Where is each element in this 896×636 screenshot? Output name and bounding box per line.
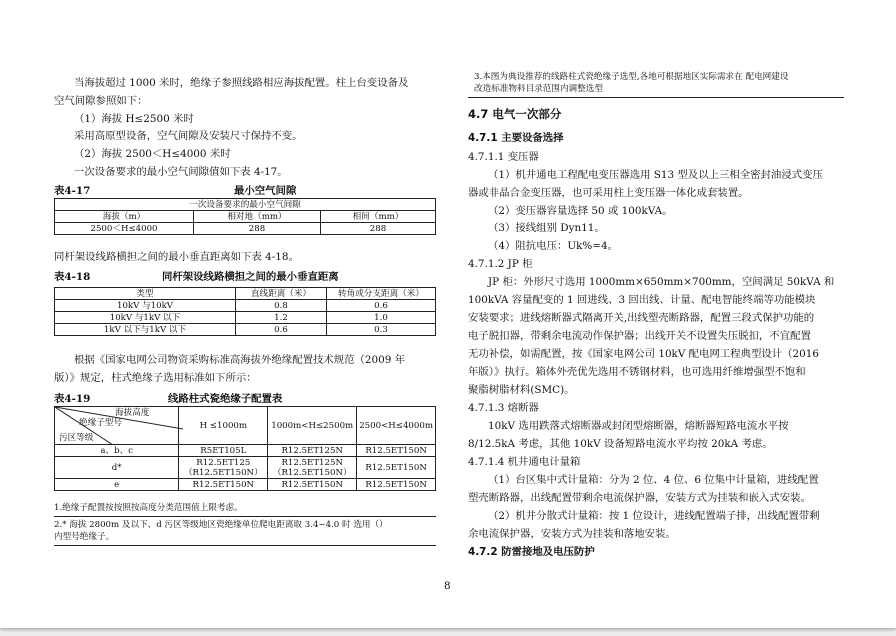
paragraph-line: 空气间隙参照如下：: [54, 95, 148, 107]
table-cell: 0.6: [236, 324, 327, 336]
list-item: （2）变压器容量选择 50 或 100kVA。: [488, 205, 673, 217]
divider: [54, 516, 436, 517]
subsection-heading: 4.7.1.3 熔断器: [468, 402, 539, 414]
table-label: 表4-18: [54, 271, 91, 283]
paragraph-line: （2）机井分散式计量箱：按 1 位设计，进线配置端子排，出线配置带剩: [488, 510, 820, 522]
column-header: 类型: [55, 288, 236, 300]
cell-line: （R12.5ET150N）: [272, 467, 352, 478]
column-header: 直线距离（米）: [236, 288, 327, 300]
table-cell: a、b、c: [55, 445, 179, 457]
paragraph-line: 版）》规定，柱式绝缘子选用标准如下所示：: [54, 372, 257, 384]
table-row: [55, 457, 436, 479]
subsection-heading: 4.7.1.2 JP 柜: [468, 258, 533, 270]
cell-line: R12.5ET125: [196, 457, 251, 468]
table-cell: 1.2: [236, 312, 327, 324]
paragraph-line: 同杆架设线路横担之间的最小垂直距离如下表 4-18。: [54, 251, 299, 263]
list-item: （2）海拔 2500＜H≤4000 米时: [74, 148, 231, 160]
subsection-heading: 4.7.2 防雷接地及电压防护: [468, 546, 595, 558]
table-cell: e: [55, 479, 179, 491]
paragraph-line: 余电流保护器，安装方式为挂装和落地安装。: [468, 528, 676, 540]
table-cell: 10kV 与10kV: [55, 300, 236, 312]
table-cell: R12.5ET150N: [357, 479, 436, 491]
table-label: 表4-17: [54, 185, 91, 197]
table-diagonal-header: [55, 407, 179, 445]
table-note: 改造标准物料目录范围内调整选型: [474, 84, 603, 94]
column-header: 相对地（mm）: [194, 211, 321, 223]
table-row: [55, 324, 436, 336]
table-note: 2.* 海拔 2800m 及以下、d 污区等级地区瓷绝缘单位爬电距离取 3.4~4.0 时 选用（）: [54, 520, 388, 530]
table-cell: R12.5ET150N: [268, 479, 357, 491]
list-item: （3）接线组别 Dyn11。: [488, 222, 605, 234]
corner-label-insulator: 绝缘子型号: [79, 418, 122, 428]
table-cell: 0.8: [236, 300, 327, 312]
table-cell: 0.3: [327, 324, 436, 336]
table-4-18: [54, 287, 436, 336]
table-span-header: 一次设备要求的最小空气间隙: [55, 199, 436, 211]
table-cell: [268, 457, 357, 479]
subsection-heading: 4.7.1.1 变压器: [468, 151, 539, 163]
paragraph-line: 年版）》执行。箱体外壳优先选用不锈钢材料，也可选用纤维增强型不饱和: [468, 366, 806, 378]
table-cell: 288: [321, 223, 436, 235]
corner-label-zone: 污区等级: [59, 433, 94, 443]
table-cell: 2500＜H≤4000: [55, 223, 194, 235]
table-cell: R12.5ET150N: [179, 479, 268, 491]
table-cell: 1kV 以下与1kV 以下: [55, 324, 236, 336]
paragraph-line: 一次设备要求的最小空气间隙值如下表 4-17。: [74, 166, 288, 178]
paragraph-line: （1）台区集中式计量箱：分为 2 位、4 位、6 位集中计量箱，进线配置: [488, 474, 819, 486]
table-title: 最小空气间隙: [234, 185, 297, 197]
paragraph-line: （1）机井通电工程配电变压器选用 S13 型及以上三相全密封油浸式变压: [488, 169, 823, 181]
paragraph-line: 采用高原型设备，空气间隙及安装尺寸保持不变。: [74, 130, 303, 142]
table-note: 内型号绝缘子。: [54, 532, 115, 542]
table-row: [55, 479, 436, 491]
subsection-heading: 4.7.1 主要设备选择: [468, 132, 564, 144]
table-cell: 1.0: [327, 312, 436, 324]
divider: [468, 97, 844, 98]
table-4-19: [54, 406, 436, 491]
column-header: 海拔（m）: [55, 211, 194, 223]
list-item: （4）阻抗电压：Uk%=4。: [488, 240, 618, 252]
cell-line: （R12.5ET150N）: [183, 467, 263, 478]
column-header: H ≤1000m: [179, 407, 268, 445]
list-item: （1）海拔 H≤2500 米时: [74, 113, 194, 125]
table-note: 1.绝缘子配置按按照按高度分类范围值上限考虑。: [54, 503, 243, 513]
paragraph-line: 100kVA 容量配变的 1 回进线、3 回出线、计量、配电智能终端等功能模块: [468, 294, 816, 306]
table-cell: 10kV 与1kV 以下: [55, 312, 236, 324]
table-cell: [179, 457, 268, 479]
table-cell: 0.6: [327, 300, 436, 312]
paragraph-line: 电子脱扣器，带剩余电流动作保护器；出线开关不设置失压脱扣，不宜配置: [468, 330, 811, 342]
table-cell: 288: [194, 223, 321, 235]
paragraph-line: JP 柜：外形尺寸选用 1000mm×650mm×700mm，空间满足 50kVA 和: [488, 276, 835, 288]
paragraph-line: 安装要求；进线熔断器式隔离开关,出线塑壳断路器，配置三段式保护功能的: [468, 312, 815, 324]
table-title: 同杆架设线路横担之间的最小垂直距离: [162, 271, 339, 283]
table-cell: d*: [55, 457, 179, 479]
column-header: 1000m<H≤2500m: [268, 407, 357, 445]
paragraph-line: 当海拔超过 1000 米时，绝缘子参照线路相应海拔配置。柱上台变设备及: [74, 77, 409, 89]
table-4-17: [54, 198, 436, 235]
paragraph-line: 塑壳断路器，出线配置带剩余电流保护器，安装方式为挂装和嵌入式安装。: [468, 492, 811, 504]
table-row: [55, 223, 436, 235]
paragraph-line: 聚脂树脂材料(SMC)。: [468, 384, 575, 396]
column-header: 转角或分支距离（米）: [327, 288, 436, 300]
table-row: [55, 445, 436, 457]
table-note: 3.本图为典设推荐的线路柱式瓷绝缘子选型,各地可根据地区实际需求在 配电网建设: [474, 72, 789, 82]
paragraph-line: 器或非晶合金变压器，也可采用柱上变压器一体化成套装置。: [468, 187, 749, 199]
cell-line: R12.5ET125N: [281, 457, 343, 468]
paragraph-line: 根据《国家电网公司物资采购标准高海拔外绝缘配置技术规范（2009 年: [74, 354, 406, 366]
column-header: 2500<H≤4000m: [357, 407, 436, 445]
table-cell: R12.5ET125N: [268, 445, 357, 457]
section-heading: 4.7 电气一次部分: [468, 107, 562, 121]
paragraph-line: 无功补偿，如需配置，按《国家电网公司 10kV 配电网工程典型设计（2016: [468, 348, 820, 360]
table-cell: R12.5ET150N: [357, 457, 436, 479]
table-row: [55, 300, 436, 312]
column-header: 相间（mm）: [321, 211, 436, 223]
table-cell: R5ET105L: [179, 445, 268, 457]
table-title: 线路柱式瓷绝缘子配置表: [168, 393, 283, 405]
corner-label-altitude: 海拔高度: [115, 408, 150, 418]
subsection-heading: 4.7.1.4 机井通电计量箱: [468, 456, 581, 468]
table-row: [55, 312, 436, 324]
paragraph-line: 10kV 选用跌落式熔断器或封闭型熔断器，熔断器短路电流水平按: [488, 420, 789, 432]
paragraph-line: 8/12.5kA 考虑，其他 10kV 设备短路电流水平均按 20kA 考虑。: [468, 438, 773, 450]
divider: [54, 545, 436, 546]
table-label: 表4-19: [54, 393, 91, 405]
page-number: 8: [444, 580, 451, 592]
table-cell: R12.5ET150N: [357, 445, 436, 457]
